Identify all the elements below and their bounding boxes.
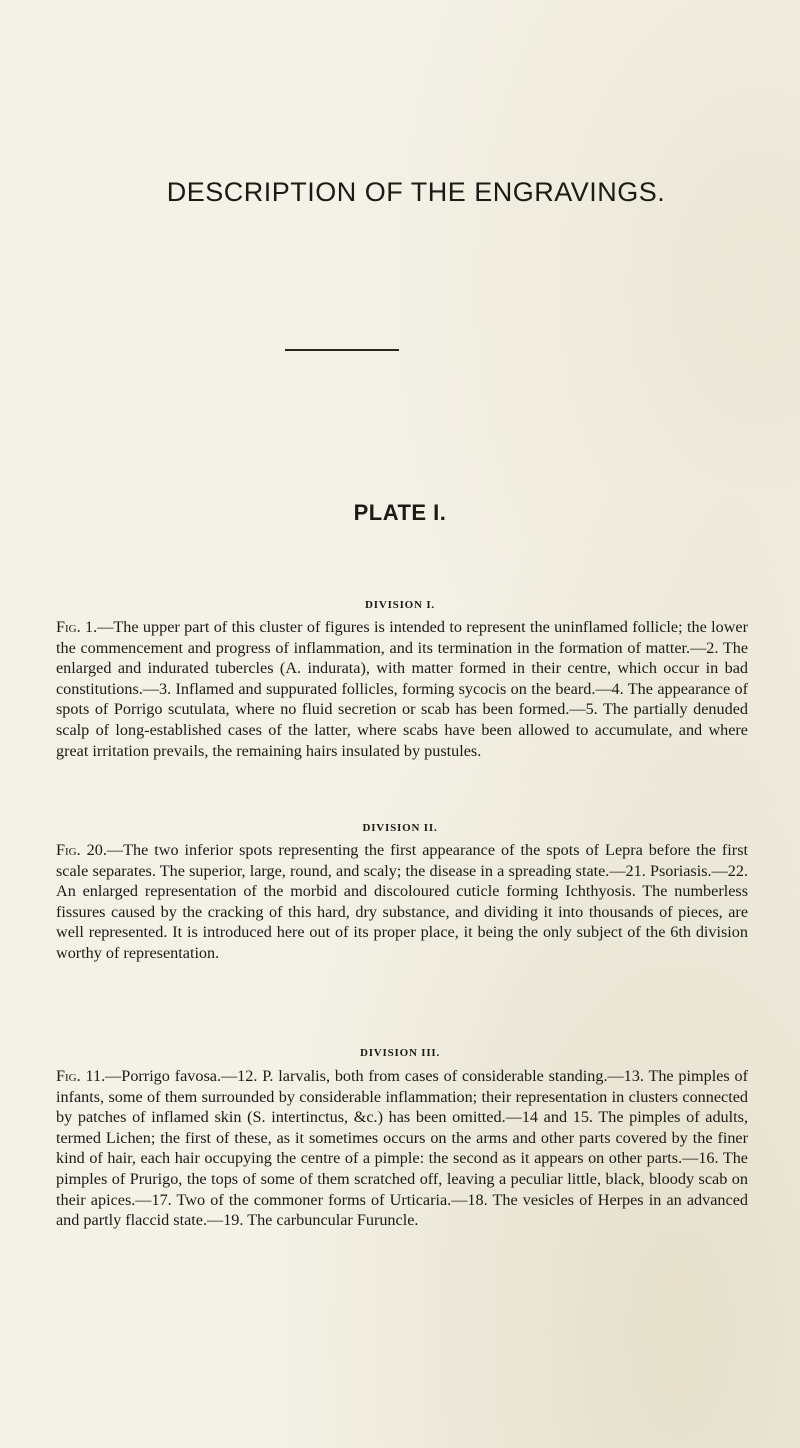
division-1-heading: DIVISION I. — [365, 599, 435, 611]
page-title: DESCRIPTION OF THE ENGRAVINGS. — [166, 177, 666, 207]
division-3-fig-label: Fig. — [56, 1067, 81, 1085]
division-3-body: 11.—Porrigo favosa.—12. P. larvalis, both from cases of considerable standing.—13. The pimples of infants, some of them surrounded by considerable inflammation; their representation in clusters connected by patches of inflamed skin (S. intertinctus, &c.) has been omitted.—14 and 15. The pimples of adults, termed Lichen; the first of these, as it sometimes occurs on the arms and other parts covered by the finer kind of hair, each hair occupying the centre of a pimple: the second as it appears on other parts.—16. The pimples of Prurigo, the tops of some of them scratched off, leaving a peculiar little, black, bloody scab on their apices.—17. Two of the commoner forms of Urticaria.—18. The vesicles of Herpes in an advanced and partly flaccid state.—19. The carbuncular Furuncle. — [56, 1067, 748, 1230]
division-3-heading: DIVISION III. — [359, 1047, 441, 1059]
division-2-body: 20.—The two inferior spots representing the first appearance of the spots of Lepra before the first scale separates. The superior, large, round, and scaly; the disease in a spreading state.—21. Psoriasis.—22. An enlarged representation of the morbid and discoloured cuticle forming Ichthyosis. The numberless fissures caused by the cracking of this hard, dry substance, and dividing it into thousands of pieces, are well represented. It is introduced here out of its proper place, it being the only subject of the 6th division worthy of representation. — [56, 841, 748, 962]
division-2-fig-label: Fig. — [56, 841, 81, 859]
division-3-text — [56, 1066, 748, 1231]
plate-heading: PLATE I. — [353, 500, 447, 525]
division-1-text — [56, 617, 748, 761]
division-1-fig-label: Fig. — [56, 618, 81, 636]
division-1-body: 1.—The upper part of this cluster of figures is intended to represent the uninflamed follicle; the lower the commencement and progress of inflammation, and its termination in the formation of matter.—2. The enlarged and indurated tubercles (A. indurata), with matter formed in their centre, which occur in bad constitutions.—3. Inflamed and suppurated follicles, forming sycocis on the beard.—4. The appearance of spots of Porrigo scutulata, where no fluid secretion or scab has been formed.—5. The partially denuded scalp of long-established cases of the latter, where scabs have been allowed to accumulate, and where great irritation prevails, the remaining hairs insulated by pustules. — [56, 618, 748, 760]
division-2-heading: DIVISION II. — [362, 822, 438, 834]
division-2-text — [56, 840, 748, 964]
decorative-rule — [285, 349, 399, 351]
